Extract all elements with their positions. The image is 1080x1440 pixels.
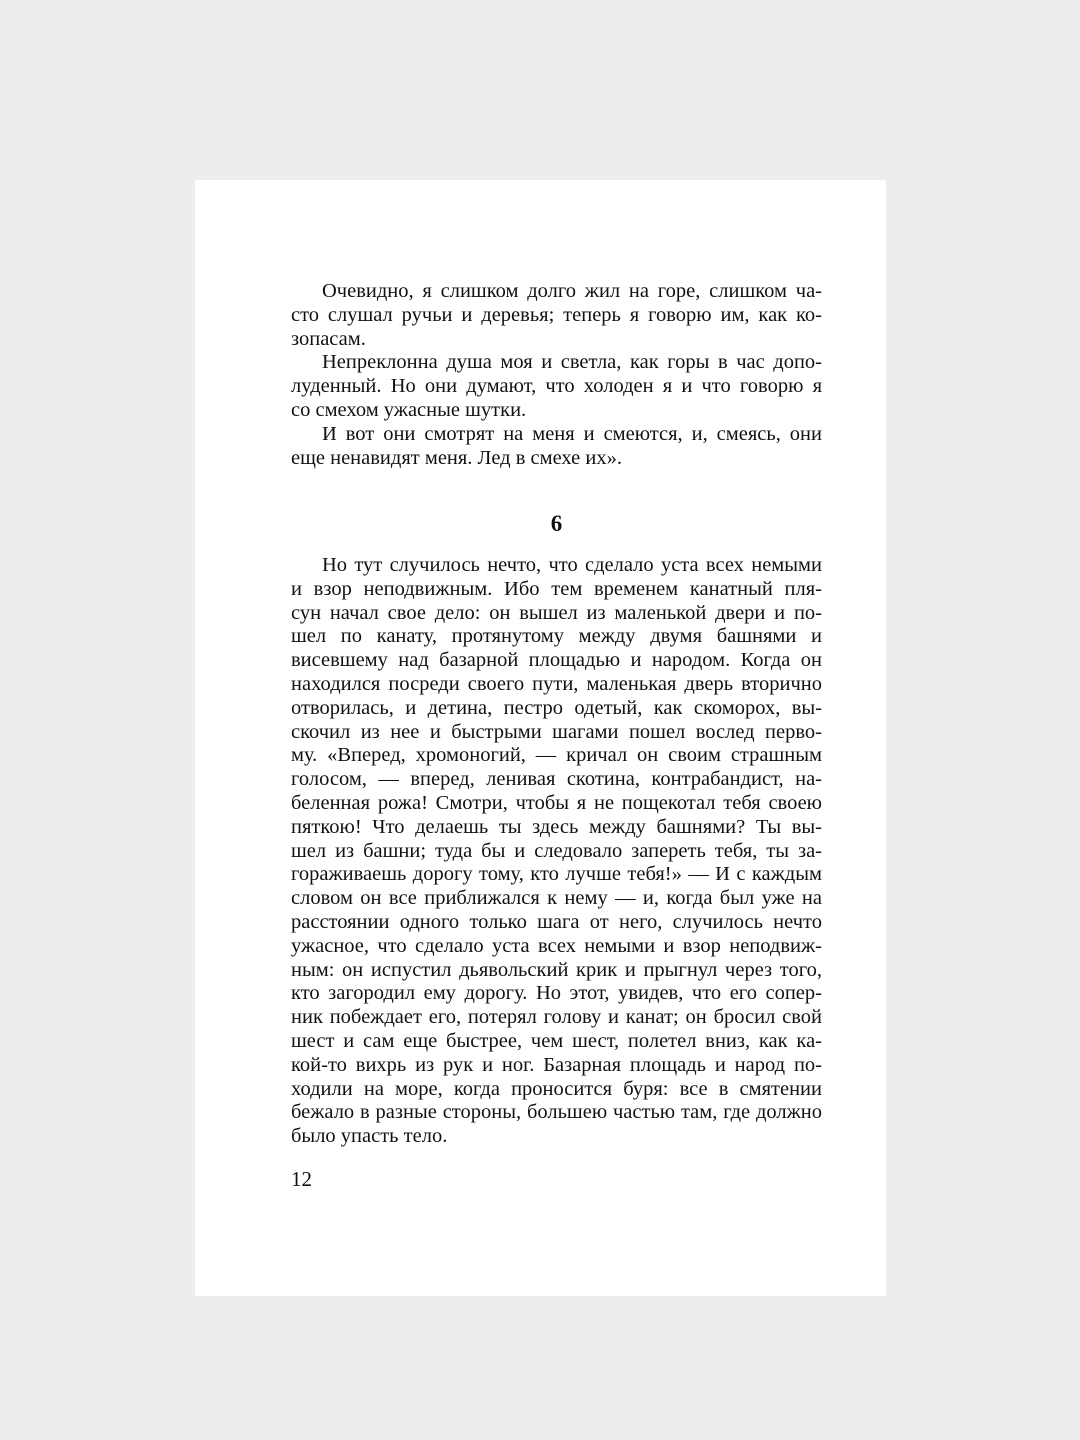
text-line: И вот они смотрят на меня и смеются, и, смеясь, они — [322, 422, 822, 445]
chapter-heading: 6 — [550, 511, 563, 536]
text-line: ным: он испустил дьявольский крик и прыгнул через того, — [291, 958, 822, 981]
text-line: ник побеждает его, потерял голову и канат; он бросил свой — [291, 1006, 822, 1029]
text-line: сто слушал ручьи и деревья; теперь я говорю им, как ко- — [291, 303, 822, 326]
text-line: кто загородил ему дорогу. Но этот, увидев, что его сопер- — [291, 982, 822, 1005]
text-line: шел из башни; туда бы и следовало запереть тебя, ты за- — [291, 839, 822, 862]
text-line: ходили на море, когда проносится буря: все в смятении — [291, 1077, 822, 1100]
text-line: ужасное, что сделало уста всех немыми и взор неподвиж- — [291, 934, 822, 957]
text-line: му. «Вперед, хромоногий, — кричал он своим страшным — [291, 744, 822, 767]
text-line: луденный. Но они думают, что холоден я и что говорю я — [291, 375, 822, 398]
text-line: Очевидно, я слишком долго жил на горе, слишком ча- — [322, 280, 822, 302]
text-line: кой-то вихрь из рук и ног. Базарная площадь и народ по- — [291, 1053, 822, 1076]
chapter-text — [291, 554, 822, 1149]
text-line: Непреклонна душа моя и светла, как горы в час допо- — [322, 351, 822, 374]
text-line: было упасть тело. — [291, 1125, 448, 1148]
text-line: и взор неподвижным. Ибо тем временем канатный пля- — [291, 577, 822, 600]
page-number: 12 — [291, 1167, 312, 1191]
text-line: находился посреди своего пути, маленькая дверь вторично — [291, 672, 822, 695]
text-line: голосом, — вперед, ленивая скотина, контрабандист, на- — [291, 768, 822, 791]
text-line: гораживаешь дорогу тому, кто лучше тебя!» — И с каждым — [291, 863, 822, 886]
text-line: шест и сам еще быстрее, чем шест, полетел вниз, как ка- — [291, 1029, 822, 1052]
text-line: беленная рожа! Смотри, чтобы я не пощекотал тебя своею — [291, 791, 822, 814]
text-line: словом он все приближался к нему — и, когда был уже на — [291, 887, 822, 910]
text-line: Но тут случилось нечто, что сделало уста всех немыми — [322, 554, 822, 576]
text-line: расстоянии одного только шага от него, случилось нечто — [291, 910, 822, 933]
text-line: пяткою! Что делаешь ты здесь между башнями? Ты вы- — [291, 815, 822, 838]
text-line: бежало в разные стороны, большею частью там, где должно — [291, 1101, 822, 1124]
text-line: скочил из нее и быстрыми шагами пошел вослед перво- — [291, 720, 822, 743]
text-line: отворилась, и детина, пестро одетый, как скоморох, вы- — [291, 696, 822, 719]
book-page — [195, 180, 886, 1296]
text-line: со смехом ужасные шутки. — [291, 398, 527, 421]
text-line: висевшему над базарной площадью и народом. Когда он — [291, 649, 822, 672]
text-line: зопасам. — [291, 327, 366, 350]
text-line: еще ненавидят меня. Лед в смехе их». — [291, 446, 622, 469]
opening-text — [291, 280, 822, 470]
text-line: шел по канату, протянутому между двумя башнями и — [291, 625, 822, 648]
text-line: сун начал свое дело: он вышел из маленькой двери и по- — [291, 601, 822, 624]
